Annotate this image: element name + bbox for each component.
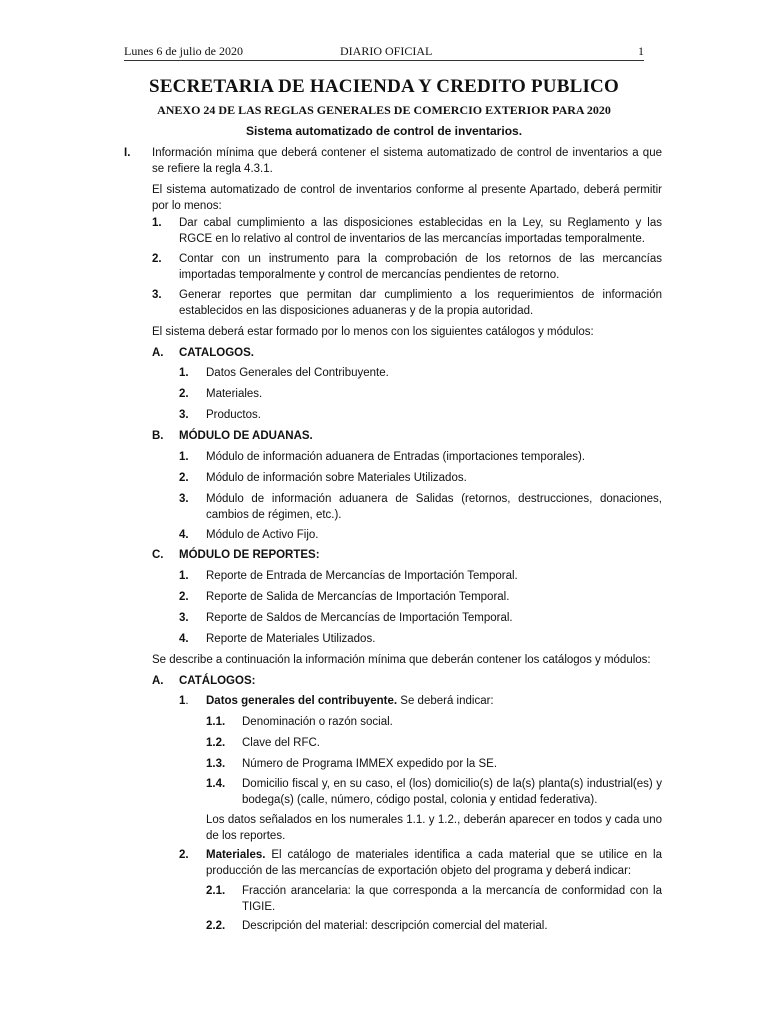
subitem-number: 2.1. bbox=[206, 885, 226, 897]
catalog-item-rest: El catálogo de materiales identifica a cada material que se utilice en la producción de las mercancías de exportación objeto del programa y deberá indicar: bbox=[206, 849, 662, 877]
list-item-number: 1. bbox=[152, 217, 162, 229]
list-item-text: Módulo de información sobre Materiales Utilizados. bbox=[206, 472, 467, 484]
list-item-text: Reporte de Salida de Mercancías de Importación Temporal. bbox=[206, 591, 510, 603]
catalog-letter: A. bbox=[152, 675, 164, 687]
module-title: CATALOGOS. bbox=[179, 347, 254, 359]
list-item-number: 3. bbox=[179, 612, 189, 624]
list-item-text: Módulo de información aduanera de Entradas (importaciones temporales). bbox=[206, 451, 586, 463]
header-date: Lunes 6 de julio de 2020 bbox=[124, 44, 243, 58]
catalog-title: CATÁLOGOS: bbox=[179, 675, 256, 687]
list-item-text: Módulo de información aduanera de Salidas (retornos, destrucciones, donaciones, cambios de régimen, etc.). bbox=[206, 493, 662, 521]
section-title: Sistema automatizado de control de inventarios. bbox=[245, 124, 523, 138]
subitem-text: Fracción arancelaria: la que corresponda a la mercancía de conformidad con la TIGIE. bbox=[242, 885, 662, 913]
page-title: SECRETARIA DE HACIENDA Y CREDITO PUBLICO bbox=[149, 76, 619, 97]
list-item-number: 3. bbox=[152, 289, 162, 301]
list-item-number: 2. bbox=[179, 591, 189, 603]
subitem-text: Clave del RFC. bbox=[242, 737, 320, 749]
catalog-item-heading bbox=[206, 693, 494, 709]
section-paragraph-2: El sistema automatizado de control de inventarios conforme al presente Apartado, deberá permitir por lo menos: bbox=[152, 184, 662, 212]
subitem-number: 1.3. bbox=[206, 758, 226, 770]
header-publication: DIARIO OFICIAL bbox=[340, 44, 433, 58]
subitem-number: 2.2. bbox=[206, 920, 226, 932]
list-item-text: Módulo de Activo Fijo. bbox=[206, 529, 319, 541]
list-item-text: Generar reportes que permitan dar cumplimiento a los requerimientos de información establecidos en las disposiciones aduaneras y de la propia autoridad. bbox=[179, 289, 662, 317]
list-item-text: Datos Generales del Contribuyente. bbox=[206, 367, 389, 379]
catalog-item-title: Datos generales del contribuyente. bbox=[206, 695, 398, 707]
subitem-number: 1.1. bbox=[206, 716, 226, 728]
catalog-note: Los datos señalados en los numerales 1.1. y 1.2., deberán aparecer en todos y cada uno de los reportes. bbox=[206, 814, 662, 842]
catalog-item-number bbox=[179, 693, 189, 709]
module-letter: A. bbox=[152, 347, 164, 359]
list-item-text: Reporte de Saldos de Mercancías de Importación Temporal. bbox=[206, 612, 513, 624]
description-intro: Se describe a continuación la información mínima que deberán contener los catálogos y módulos: bbox=[152, 654, 651, 666]
subitem-text: Número de Programa IMMEX expedido por la SE. bbox=[242, 758, 498, 770]
list-item-number: 1. bbox=[179, 570, 189, 582]
list-item-number: 4. bbox=[179, 529, 189, 541]
subitem-text: Domicilio fiscal y, en su caso, el (los) domicilio(s) de la(s) planta(s) industrial(es) y bodega(s) (calle, número, código postal, colonia y entidad federativa). bbox=[242, 778, 662, 806]
list-item-number: 3. bbox=[179, 409, 189, 421]
header-rule bbox=[124, 60, 644, 61]
section-intro: Información mínima que deberá contener el sistema automatizado de control de inventarios a que se refiere la regla 4.3.1. bbox=[152, 147, 662, 175]
annex-title: ANEXO 24 DE LAS REGLAS GENERALES DE COMERCIO EXTERIOR PARA 2020 bbox=[157, 103, 611, 117]
list-item-text: Contar con un instrumento para la comprobación de los retornos de las mercancías importadas temporalmente y control de mercancías pendientes de retorno. bbox=[179, 253, 662, 281]
list-item-number: 1. bbox=[179, 367, 189, 379]
list-item-number: 2. bbox=[179, 472, 189, 484]
section-label: I. bbox=[124, 147, 131, 159]
module-title: MÓDULO DE ADUANAS. bbox=[179, 430, 313, 442]
list-item-number: 3. bbox=[179, 493, 189, 505]
module-letter: C. bbox=[152, 549, 164, 561]
header-page-number: 1 bbox=[638, 44, 644, 58]
subitem-text: Descripción del material: descripción comercial del material. bbox=[242, 920, 548, 932]
subitem-number: 1.2. bbox=[206, 737, 226, 749]
list-item-text: Reporte de Materiales Utilizados. bbox=[206, 633, 376, 645]
module-title: MÓDULO DE REPORTES: bbox=[179, 549, 320, 561]
catalog-item-rest: Se deberá indicar: bbox=[397, 695, 494, 707]
list-item-number: 1. bbox=[179, 451, 189, 463]
list-item-text: Productos. bbox=[206, 409, 261, 421]
list-item-number: 2. bbox=[179, 388, 189, 400]
module-letter: B. bbox=[152, 430, 164, 442]
list-item-text: Materiales. bbox=[206, 388, 263, 400]
subitem-text: Denominación o razón social. bbox=[242, 716, 393, 728]
catalog-item-number-dot: . bbox=[185, 695, 189, 707]
catalog-item-title: Materiales. bbox=[206, 849, 266, 861]
list-item-text: Reporte de Entrada de Mercancías de Importación Temporal. bbox=[206, 570, 518, 582]
catalog-item-heading bbox=[206, 847, 662, 879]
section-paragraph-3: El sistema deberá estar formado por lo menos con los siguientes catálogos y módulos: bbox=[152, 326, 594, 338]
catalog-item-number: 2. bbox=[179, 849, 189, 861]
list-item-number: 4. bbox=[179, 633, 189, 645]
list-item-number: 2. bbox=[152, 253, 162, 265]
catalog-item-number-digit: 1 bbox=[179, 695, 186, 707]
list-item-text: Dar cabal cumplimiento a las disposiciones establecidas en la Ley, su Reglamento y las RGCE en lo relativo al control de inventarios de las mercancías importadas temporalmente. bbox=[179, 217, 662, 245]
subitem-number: 1.4. bbox=[206, 778, 226, 790]
